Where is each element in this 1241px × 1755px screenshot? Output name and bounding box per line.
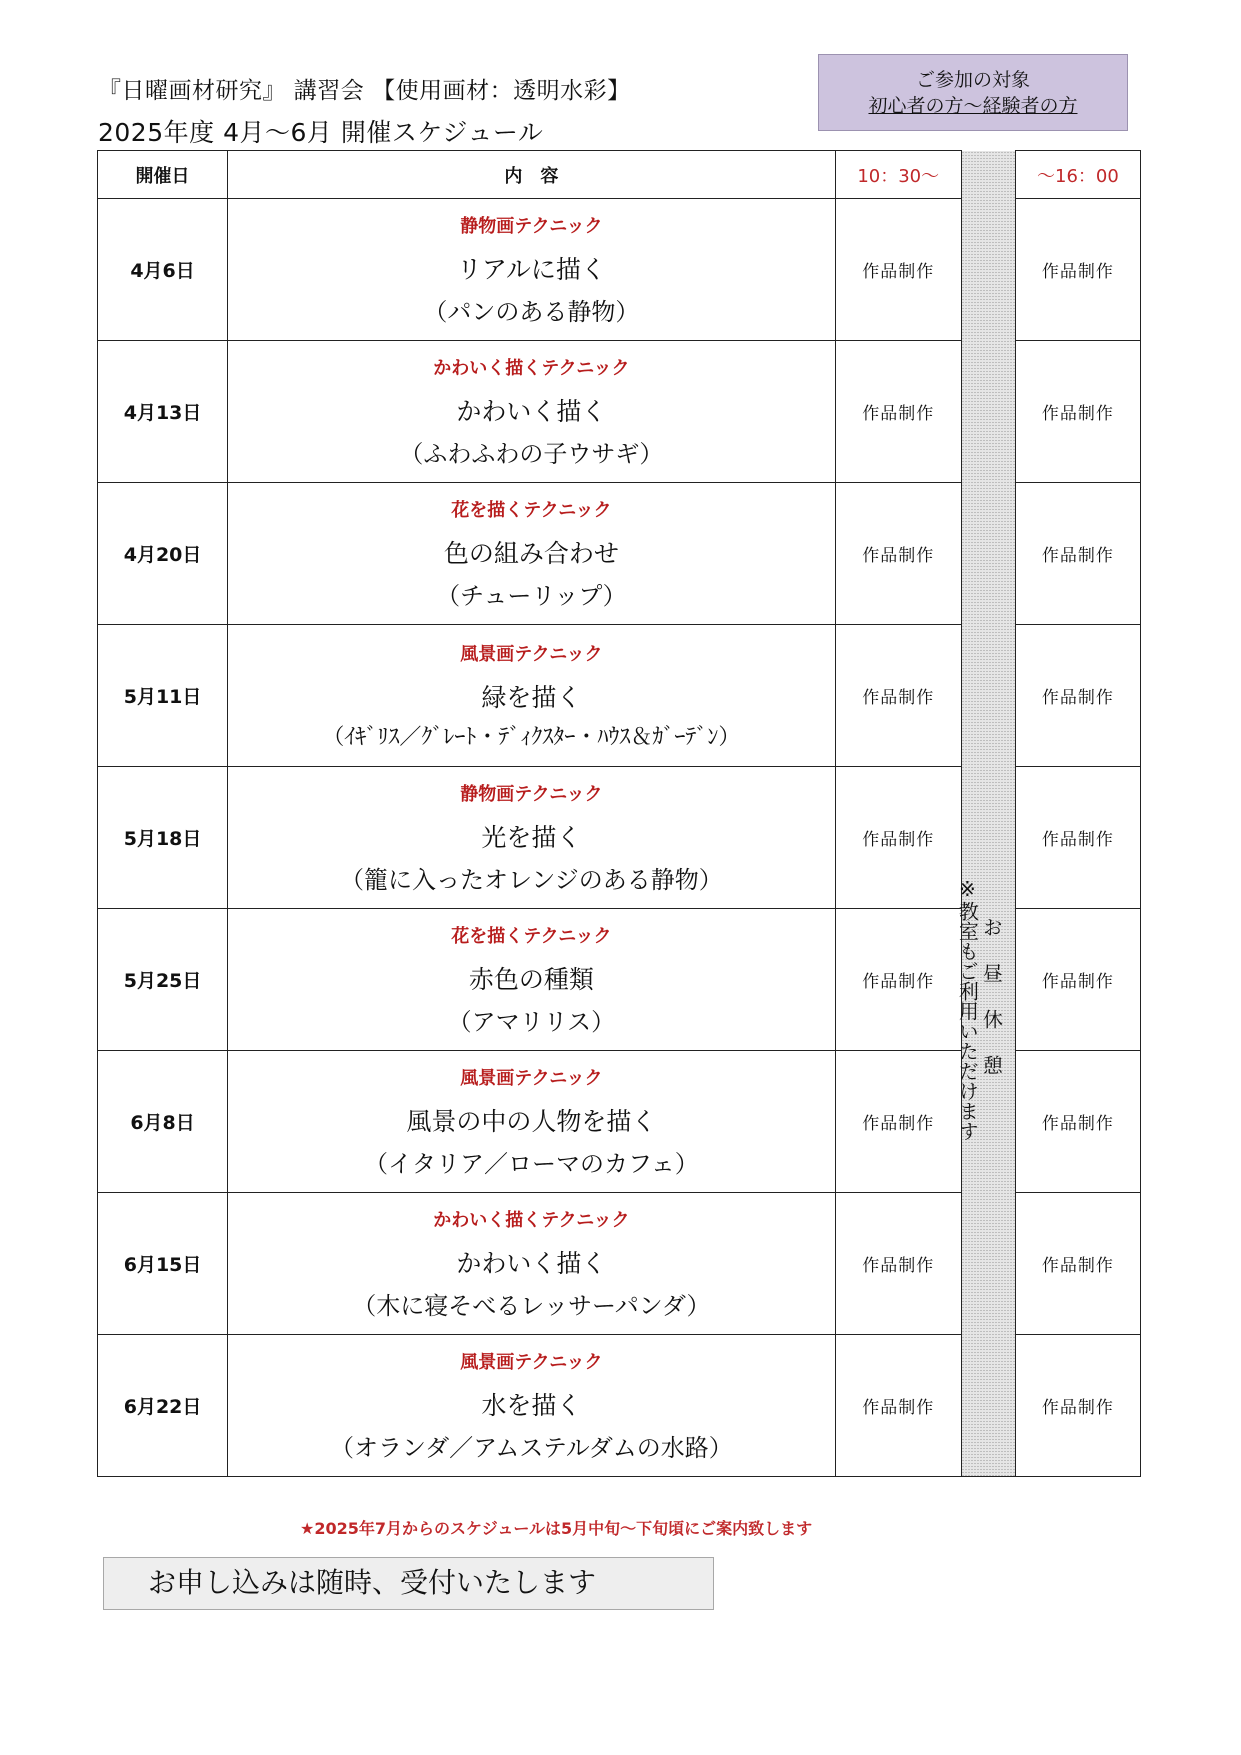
session-subject: （ｲｷﾞﾘｽ／ｸﾞﾚｰﾄ・ﾃﾞｨｸｽﾀｰ・ﾊｳｽ＆ｶﾞｰﾃﾞﾝ） xyxy=(322,725,741,750)
session-title: 色の組み合わせ xyxy=(443,539,619,568)
session-content xyxy=(228,1193,836,1335)
audience-value: 初心者の方～経験者の方 xyxy=(868,95,1078,117)
pm-activity: 作品制作 xyxy=(1015,909,1140,1051)
session-date: 5月25日 xyxy=(98,909,228,1051)
session-date: 6月22日 xyxy=(98,1335,228,1477)
header-pm-time: ～16：00 xyxy=(1015,151,1140,199)
session-content xyxy=(228,625,836,767)
header-content: 内 容 xyxy=(228,151,836,199)
pm-activity: 作品制作 xyxy=(1015,1051,1140,1193)
header-break xyxy=(961,151,1015,199)
pm-activity: 作品制作 xyxy=(1015,341,1140,483)
session-subject: （ふわふわの子ウサギ） xyxy=(399,440,664,468)
audience-box xyxy=(818,54,1128,131)
session-date: 4月13日 xyxy=(98,341,228,483)
am-activity: 作品制作 xyxy=(835,625,961,767)
lunch-break-label: お昼休憩 xyxy=(979,916,1004,1101)
technique-label: 花を描くテクニック xyxy=(451,926,612,947)
session-title: 緑を描く xyxy=(481,683,582,712)
lunch-break-text xyxy=(955,729,1004,1289)
technique-label: 花を描くテクニック xyxy=(451,500,612,521)
technique-label: 風景画テクニック xyxy=(460,644,603,665)
session-subject: （パンのある静物） xyxy=(423,298,640,326)
pm-activity: 作品制作 xyxy=(1015,483,1140,625)
table-row xyxy=(98,199,1141,341)
am-activity: 作品制作 xyxy=(835,767,961,909)
session-content xyxy=(228,341,836,483)
session-title: リアルに描く xyxy=(456,255,606,284)
am-activity: 作品制作 xyxy=(835,483,961,625)
pm-activity: 作品制作 xyxy=(1015,767,1140,909)
session-content xyxy=(228,199,836,341)
schedule-subtitle: 2025年度 4月～6月 開催スケジュール xyxy=(98,118,544,147)
session-subject: （チューリップ） xyxy=(436,582,627,610)
am-activity: 作品制作 xyxy=(835,909,961,1051)
am-activity: 作品制作 xyxy=(835,1335,961,1477)
page-title: 『日曜画材研究』 講習会 【使用画材：透明水彩】 xyxy=(98,78,631,104)
am-activity: 作品制作 xyxy=(835,1051,961,1193)
session-date: 6月15日 xyxy=(98,1193,228,1335)
pm-activity: 作品制作 xyxy=(1015,1335,1140,1477)
session-content xyxy=(228,909,836,1051)
schedule-table xyxy=(97,150,1141,1477)
session-title: かわいく描く xyxy=(456,1249,607,1278)
session-date: 5月18日 xyxy=(98,767,228,909)
session-title: かわいく描く xyxy=(456,397,607,426)
session-content xyxy=(228,483,836,625)
am-activity: 作品制作 xyxy=(835,1193,961,1335)
technique-label: 風景画テクニック xyxy=(460,1068,603,1089)
technique-label: 静物画テクニック xyxy=(460,216,603,237)
session-subject: （オランダ／アムステルダムの水路） xyxy=(330,1434,733,1462)
session-date: 5月11日 xyxy=(98,625,228,767)
session-content xyxy=(228,1051,836,1193)
pm-activity: 作品制作 xyxy=(1015,199,1140,341)
session-subject: （イタリア／ローマのカフェ） xyxy=(363,1150,699,1178)
technique-label: 静物画テクニック xyxy=(460,784,603,805)
session-title: 光を描く xyxy=(481,823,582,852)
pm-activity: 作品制作 xyxy=(1015,625,1140,767)
am-activity: 作品制作 xyxy=(835,341,961,483)
session-date: 4月6日 xyxy=(98,199,228,341)
technique-label: かわいく描くテクニック xyxy=(433,1210,630,1231)
application-banner: お申し込みは随時、受付いたします xyxy=(103,1557,714,1610)
header-date: 開催日 xyxy=(98,151,228,199)
lunch-break-note: ※教室もご利用いただけます xyxy=(955,876,980,1141)
table-header-row xyxy=(98,151,1141,199)
am-activity: 作品制作 xyxy=(835,199,961,341)
session-subject: （アマリリス） xyxy=(447,1008,616,1036)
session-content xyxy=(228,767,836,909)
technique-label: 風景画テクニック xyxy=(460,1352,603,1373)
pm-activity: 作品制作 xyxy=(1015,1193,1140,1335)
header-am-time: 10：30～ xyxy=(835,151,961,199)
session-subject: （木に寝そべるレッサーパンダ） xyxy=(352,1292,711,1320)
next-schedule-note: ★2025年7月からのスケジュールは5月中旬～下旬頃にご案内致します xyxy=(300,1519,813,1538)
session-date: 4月20日 xyxy=(98,483,228,625)
audience-label: ご参加の対象 xyxy=(915,69,1030,91)
session-subject: （籠に入ったオレンジのある静物） xyxy=(339,866,723,894)
lunch-break-column xyxy=(955,199,1015,1477)
technique-label: かわいく描くテクニック xyxy=(433,358,630,379)
session-title: 赤色の種類 xyxy=(468,965,594,994)
session-date: 6月8日 xyxy=(98,1051,228,1193)
session-title: 水を描く xyxy=(481,1391,582,1420)
session-content xyxy=(228,1335,836,1477)
session-title: 風景の中の人物を描く xyxy=(406,1107,657,1136)
